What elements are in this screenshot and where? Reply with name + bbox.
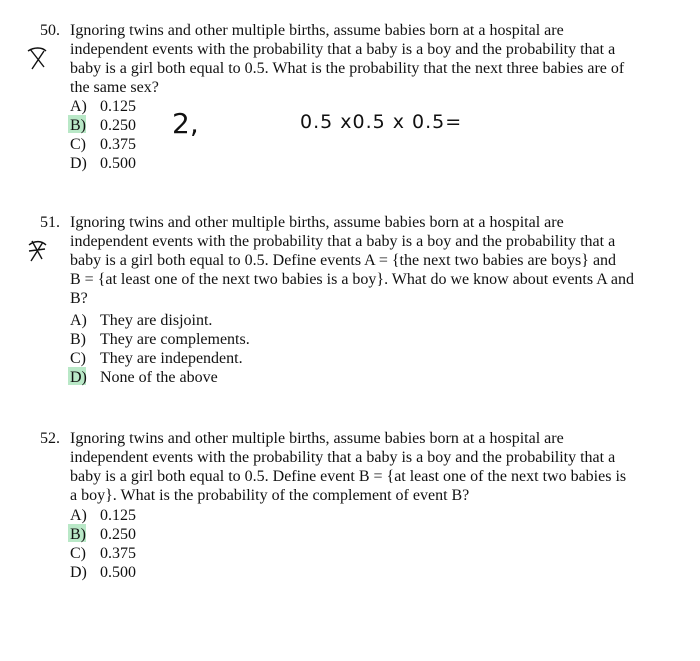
option-b[interactable]: [70, 525, 136, 544]
question-line: baby is a girl both equal to 0.5. Define events A = {the next two babies are boys} and: [70, 252, 617, 269]
question-line: baby is a girl both equal to 0.5. What is the probability that the next three babies are of: [70, 60, 625, 77]
options-list: [70, 506, 136, 582]
option-a[interactable]: [70, 506, 136, 525]
question-line: B?: [70, 290, 88, 307]
question-text: [70, 213, 678, 308]
option-text: 0.500: [100, 155, 136, 172]
question-line: independent events with the probability that a baby is a boy and the probability that a: [70, 233, 616, 250]
option-text: 0.375: [100, 136, 136, 153]
question-number: 51.: [40, 214, 60, 231]
option-letter: A): [70, 507, 87, 524]
option-text: 0.125: [100, 507, 136, 524]
option-letter: B): [70, 331, 86, 348]
handwritten-note-calculation: 0.5 x0.5 x 0.5=: [300, 111, 463, 133]
question-line: Ignoring twins and other multiple births, assume babies born at a hospital are: [70, 430, 564, 447]
handwritten-note-answer: 2,: [172, 107, 199, 140]
option-letter: D): [70, 155, 87, 172]
option-c[interactable]: [70, 349, 250, 368]
option-letter-highlighted: B): [70, 525, 100, 544]
option-d[interactable]: [70, 154, 136, 173]
question-text: [70, 429, 678, 505]
option-text: They are complements.: [100, 331, 250, 348]
question-line: B = {at least one of the next two babies is a boy}. What do we know about events A and: [70, 271, 634, 288]
option-a[interactable]: [70, 311, 250, 330]
option-d[interactable]: [70, 368, 250, 387]
question-line: Ignoring twins and other multiple births, assume babies born at a hospital are: [70, 214, 564, 231]
option-text: 0.500: [100, 564, 136, 581]
option-letter: D): [70, 564, 87, 581]
question-number: 50.: [40, 22, 60, 39]
option-text: 0.375: [100, 545, 136, 562]
question-line: independent events with the probability that a baby is a boy and the probability that a: [70, 449, 616, 466]
option-b[interactable]: [70, 330, 250, 349]
option-letter: C): [70, 136, 86, 153]
option-letter: A): [70, 312, 87, 329]
option-c[interactable]: [70, 544, 136, 563]
option-text: None of the above: [100, 369, 218, 386]
option-letter-highlighted: B): [70, 116, 100, 135]
question-text: [70, 21, 678, 97]
question-line: the same sex?: [70, 79, 159, 96]
option-a[interactable]: [70, 97, 136, 116]
option-b[interactable]: [70, 116, 136, 135]
option-text: 0.250: [100, 526, 136, 543]
x-mark-icon: [24, 237, 50, 263]
options-list: [70, 97, 136, 173]
question-line: Ignoring twins and other multiple births, assume babies born at a hospital are: [70, 22, 564, 39]
x-mark-icon: [24, 45, 50, 71]
question-line: independent events with the probability that a baby is a boy and the probability that a: [70, 41, 616, 58]
question-line: a boy}. What is the probability of the complement of event B?: [70, 487, 470, 504]
option-text: They are disjoint.: [100, 312, 213, 329]
question-number: 52.: [40, 430, 60, 447]
option-letter-highlighted: D): [70, 368, 100, 387]
option-c[interactable]: [70, 135, 136, 154]
option-letter: A): [70, 98, 87, 115]
option-d[interactable]: [70, 563, 136, 582]
option-text: 0.250: [100, 117, 136, 134]
option-letter: C): [70, 545, 86, 562]
option-text: They are independent.: [100, 350, 243, 367]
question-line: baby is a girl both equal to 0.5. Define event B = {at least one of the next two babies is: [70, 468, 627, 485]
options-list: [70, 311, 250, 387]
option-letter: C): [70, 350, 86, 367]
option-text: 0.125: [100, 98, 136, 115]
